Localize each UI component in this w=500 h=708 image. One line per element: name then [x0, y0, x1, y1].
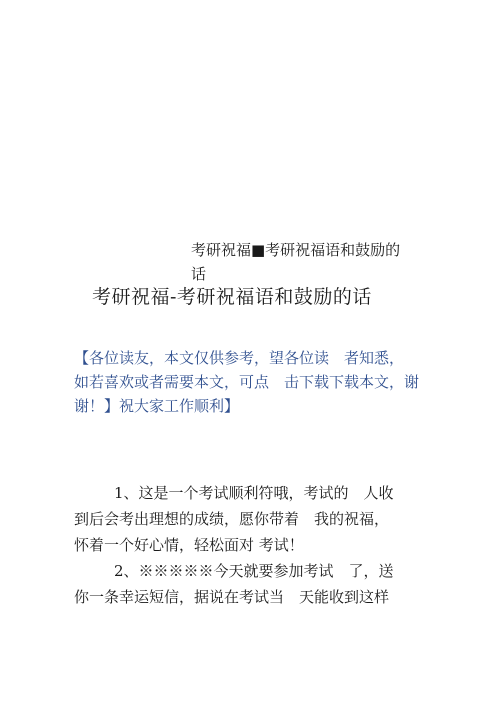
- paragraph-2: [74, 558, 430, 610]
- reader-notice: [74, 346, 430, 418]
- notice-line-1: 【各位读友，本文仅供参考，望各位读 者知悉，: [74, 349, 405, 367]
- paragraph-1-line-3: 怀着一个好心情，轻松面对 考试！: [74, 536, 304, 554]
- notice-line-3: 谢！】祝大家工作顺利】: [74, 397, 240, 415]
- paragraph-2-line-2: 你一条幸运短信，据说在考试当 天能收到这样: [74, 588, 390, 606]
- document-header-title: [191, 238, 431, 286]
- paragraph-1-line-1: 1、这是一个考试顺利符哦，考试的 人收: [114, 484, 394, 502]
- header-title-line-2: 话: [191, 265, 207, 283]
- paragraph-2-line-1: 2、※※※※※今天就要参加考试 了，送: [114, 562, 394, 580]
- paragraph-1-line-2: 到后会考出理想的成绩，愿你带着 我的祝福，: [74, 510, 390, 528]
- notice-line-2: 如若喜欢或者需要本文，可点 击下载下载本文，谢: [74, 373, 420, 391]
- body-content: [74, 480, 430, 610]
- header-title-line-1: 考研祝福■考研祝福语和鼓励的: [191, 241, 401, 259]
- paragraph-1: [74, 480, 430, 558]
- page-title: 考研祝福-考研祝福语和鼓励的话: [92, 286, 372, 308]
